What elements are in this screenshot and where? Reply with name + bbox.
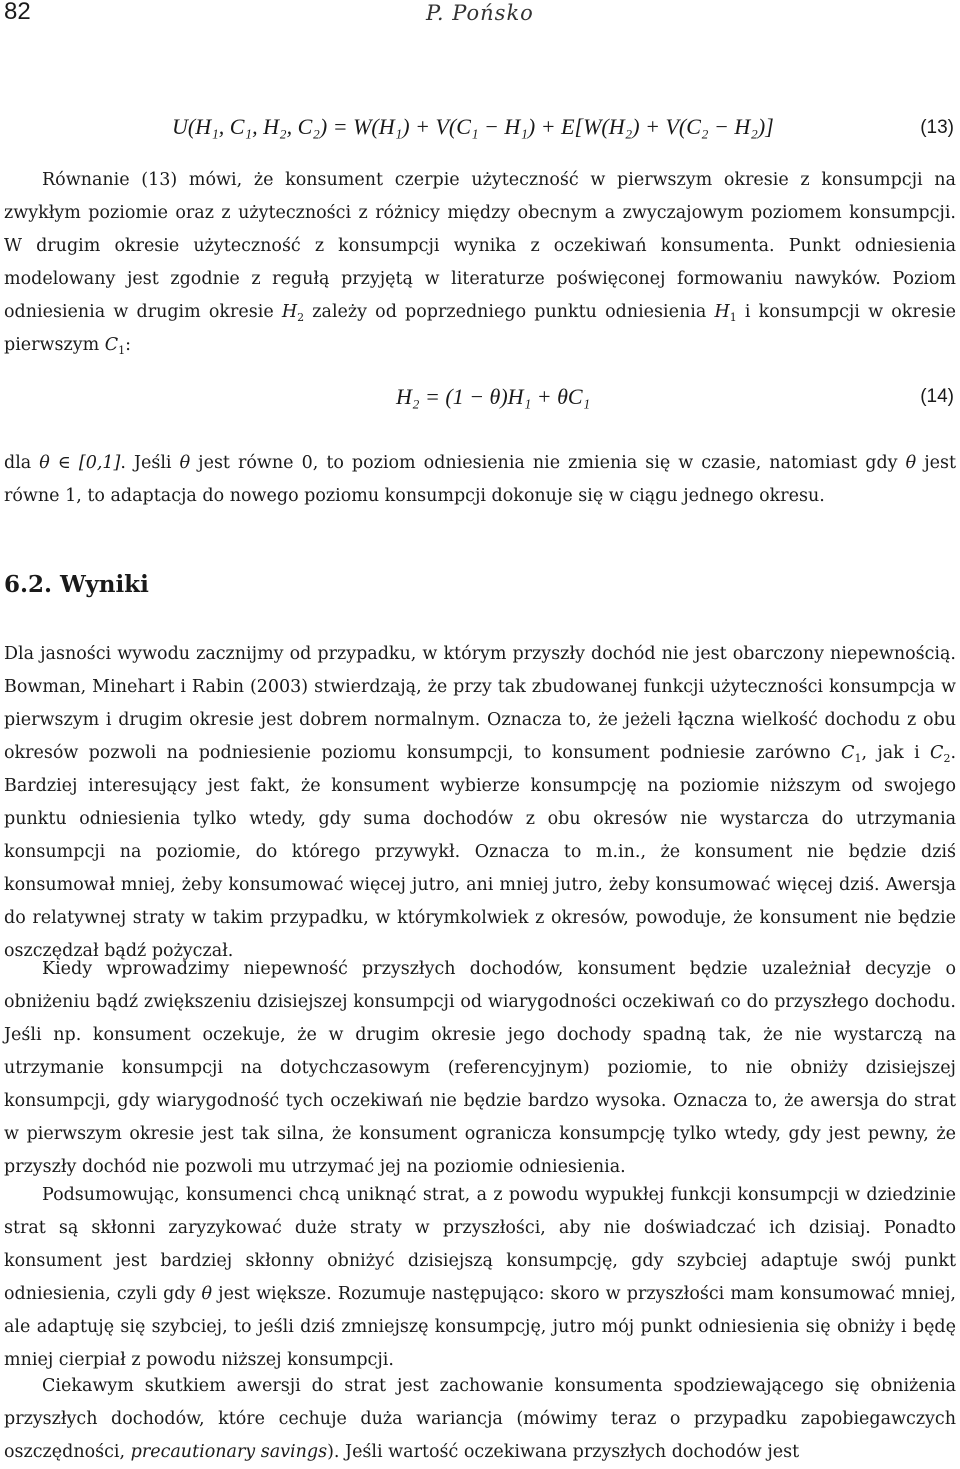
paragraph-6: Ciekawym skutkiem awersji do strat jest zachowanie konsumenta spodziewającego się obniżenia przyszłych dochodów, które cechuje duża wariancja (mówimy teraz o przypadku zapobiegawczych oszczędności, precautionary savings). Jeśli wartość oczekiwana przyszłych dochodów jest	[4, 1376, 956, 1462]
paragraph-3: Dla jasności wywodu zacznijmy od przypadku, w którym przyszły dochód nie jest obarczony niepewnością. Bowman, Minehart i Rabin (2003) stwierdzają, że przy tak zbudowanej funkcji użyteczności konsumpcja w pierwszym i drugim okresie jest dobrem normalnym. Oznacza to, że jeżeli łączna wielkość dochodu z obu okresów pozwoli na podniesienie poziomu konsumpcji, to konsument podniesie zarówno $C_1$, jak i $C_2$. Bardziej interesujący jest fakt, że konsument wybierze konsumpcję na poziomie niższym od swojego punktu odniesienia tylko wtedy, gdy suma dochodów z obu okresów nie wystarcza do utrzymania konsumpcji na poziomie, do którego przywykł. Oznacza to m.in., że konsument nie będzie dziś konsumował mniej, żeby konsumować więcej jutro, ani mniej jutro, żeby konsumować więcej dziś. Awersja do relatywnej straty w takim przypadku, w którymkolwiek z okresów, powoduje, że konsument nie będzie oszczędzał bądź pożyczał.	[4, 644, 957, 961]
equation-13-number: (13)	[920, 117, 954, 138]
paragraph-4: Kiedy wprowadzimy niepewność przyszłych dochodów, konsument będzie uzależniał decyzje o obniżeniu bądź zwiększeniu dzisiejszej konsumpcji od wiarygodności oczekiwań co do przyszłego dochodu. Jeśli np. konsument oczekuje, że w drugim okresie jego dochody spadną tak, że nie wystarczą na utrzymanie konsumpcji na dotychczasowym (referencyjnym) poziomie, to nie obniży dzisiejszej konsumpcji, gdy wiarygodność tych oczekiwań nie będzie bardzo wysoka. Oznacza to, że awersja do strat w pierwszym okresie jest tak silna, że konsument ogranicza konsumpcję tylko wtedy, gdy jest pewny, że przyszły dochód nie pozwoli mu utrzymać jej na poziomie odniesienia.	[4, 959, 956, 1177]
page-header	[0, 0, 960, 30]
page-number: 82	[4, 0, 31, 25]
paragraph-5: Podsumowując, konsumenci chcą uniknąć strat, a z powodu wypukłej funkcji konsumpcji w dziedzinie strat są skłonni zaryzykować duże straty w przyszłości, aby nie doświadczać ich dzisiaj. Ponadto konsument jest bardziej skłonny obniżyć dzisiejszą konsumpcję, gdy szybciej adaptuje swój punkt odniesienia, czyli gdy θ jest większe. Rozumuje następująco: skoro w przyszłości mam konsumować mniej, ale adaptuję się szybciej, to jeśli dziś zmniejszę konsumpcję, jutro mój punkt odniesienia się obniży i będę mniej cierpiał z powodu niższej konsumpcji.	[4, 1185, 956, 1370]
running-head: P. Pońsko	[426, 1, 534, 25]
paragraph-2: dla θ ∈ [0,1]. Jeśli θ jest równe 0, to poziom odniesienia nie zmienia się w czasie, natomiast gdy θ jest równe 1, to adaptacja do nowego poziomu konsumpcji dokonuje się w ciągu jednego okresu.	[4, 453, 956, 506]
paragraph-1: Równanie (13) mówi, że konsument czerpie użyteczność w pierwszym okresie z konsumpcji na zwykłym poziomie oraz z użyteczności z różnicy między obecnym a zwyczajowym poziomem konsumpcji. W drugim okresie użyteczność z konsumpcji wynika z oczekiwań konsumenta. Punkt odniesienia modelowany jest zgodnie z regułą przyjętą w literaturze poświęconej formowaniu nawyków. Poziom odniesienia w drugim okresie $H_2$ zależy od poprzedniego punktu odniesienia $H_1$ i konsumpcji w okresie pierwszym $C_1$:	[4, 170, 956, 357]
equation-13-formula: U(H₁, C₁, H₂, C₂) = W(H₁) + V(C₁ − H₁) + E[W(H₂) + V(C₂ − H₂)]	[172, 114, 774, 139]
equation-14-formula: H₂ = (1 − θ)H₁ + θC₁	[396, 384, 591, 409]
section-heading: 6.2. Wyniki	[4, 571, 149, 598]
equation-14-number: (14)	[920, 386, 954, 407]
